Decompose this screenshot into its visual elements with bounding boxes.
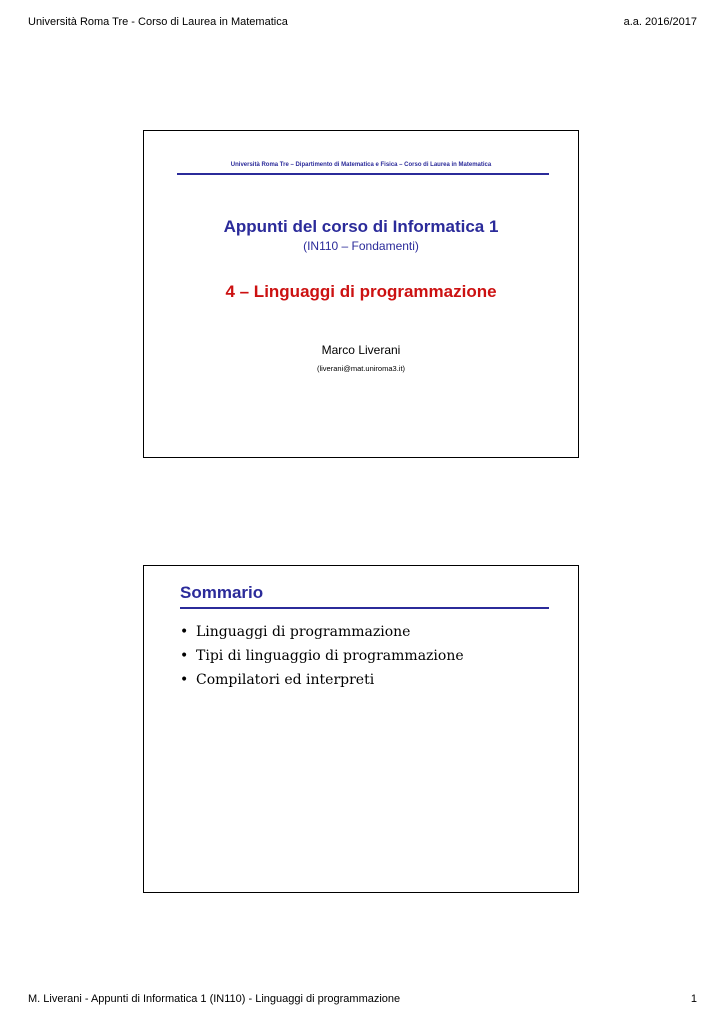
summary-title-rule bbox=[180, 607, 549, 609]
list-item-text: Tipi di linguaggio di programmazione bbox=[196, 648, 464, 664]
list-item bbox=[180, 644, 464, 668]
bullet-icon: • bbox=[180, 624, 189, 640]
course-title: Appunti del corso di Informatica 1 bbox=[223, 217, 499, 236]
bullet-icon: • bbox=[180, 672, 189, 688]
page-number: 1 bbox=[690, 993, 697, 1005]
list-item bbox=[180, 620, 464, 644]
slide-title bbox=[143, 130, 579, 458]
list-item bbox=[180, 668, 464, 692]
slide-header-institution: Università Roma Tre – Dipartimento di Matematica e Fisica – Corso di Laurea in Matematica bbox=[230, 162, 492, 168]
page-header-course: Università Roma Tre - Corso di Laurea in Matematica bbox=[28, 16, 288, 28]
page-footer-title: M. Liverani - Appunti di Informatica 1 (IN110) - Linguaggi di programmazione bbox=[28, 993, 401, 1005]
bullet-icon: • bbox=[180, 648, 189, 664]
slide-summary bbox=[143, 565, 579, 893]
course-subtitle: (IN110 – Fondamenti) bbox=[303, 239, 419, 253]
page-header-year: a.a. 2016/2017 bbox=[623, 16, 697, 28]
author-email: (liverani@mat.uniroma3.it) bbox=[316, 364, 406, 373]
summary-title: Sommario bbox=[180, 583, 264, 602]
lecture-title: 4 – Linguaggi di programmazione bbox=[225, 282, 497, 301]
list-item-text: Linguaggi di programmazione bbox=[196, 624, 411, 640]
author-name: Marco Liverani bbox=[321, 343, 401, 357]
summary-list bbox=[180, 620, 464, 692]
slide-header-rule bbox=[177, 173, 549, 175]
list-item-text: Compilatori ed interpreti bbox=[196, 672, 375, 688]
